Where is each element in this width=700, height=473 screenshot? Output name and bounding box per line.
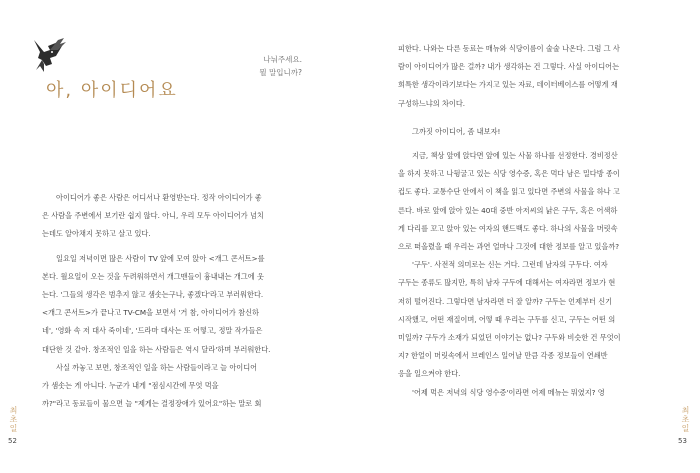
text-line: 는다. '그들의 생각은 범추지 않고 샘솟는구나, 좋겠다'라고 부러워한다.: [42, 290, 264, 300]
text-line: 는데도 알아채지 못하고 살고 있다.: [42, 229, 151, 239]
text-line: 지? 한얼이 머릿속에서 브레인스 일어날 만큼 각종 정보들이 연쇄반: [398, 351, 608, 361]
subtitle-line: 나눠주세요.: [263, 55, 302, 64]
text-line: 네', '영화 속 저 대사 죽이네', '드라마 대사는 또 어떻고, 정말 작가들은: [42, 326, 263, 336]
paragraph: [398, 123, 660, 141]
text-line: 일요일 저녁이면 많은 사람이 TV 앞에 모여 앉아 <개그 콘서트>를: [56, 253, 265, 263]
text-line: 본다. 월요일이 오는 것을 두려워하면서 개그맨들이 흉내내는 개그에 웃: [42, 271, 264, 281]
chapter-subtitle: [232, 53, 302, 79]
text-line: <개그 콘서트>가 끝나고 TV-CM을 보면서 '거 참, 아이디어가 참신하: [42, 308, 259, 318]
text-line: 피한다. 나와는 다른 동료는 매뉴와 식당이름이 술술 나온다. 그럼 그 사: [398, 44, 620, 53]
text-line: 게 다리를 꼬고 앉아 있는 여자의 핸드백도 좋다. 하나의 사물을 머릿속: [398, 223, 618, 233]
text-line: 람이 아이디어가 많은 걸까? 내가 생각하는 건 그렇다. 사실 아이디어는: [398, 62, 620, 72]
text-line: 미일까? 구두가 소재가 되었던 이야기는 없나? 구두와 비슷한 건 무엇이: [398, 333, 621, 343]
text-line: 가 샘솟는 게 아니다. 누군가 내게 "점심시간에 무엇 먹을: [42, 381, 219, 391]
paragraph: [42, 250, 302, 359]
text-line: 지금, 책상 앞에 앉다면 앞에 있는 사물 하나를 선정한다. 경비정산: [412, 151, 618, 161]
text-line: 컵도 좋다. 교통수단 안에서 이 책을 읽고 있다면 주변의 사물을 하나 고: [398, 187, 620, 197]
text-line: 을 하지 못하고 나뒹굴고 있는 식당 영수증, 혹은 먹다 남은 밀다방 종이: [398, 169, 620, 179]
chapter-title: 아, 아이디어요: [46, 80, 178, 101]
right-body-text: [398, 40, 660, 402]
paragraph: [398, 147, 660, 256]
paragraph: [398, 40, 660, 113]
text-line: 구두는 종류도 많지만, 특히 남자 구두에 대해서는 여자라면 정보가 현: [398, 278, 616, 288]
paragraph: [42, 359, 302, 414]
left-body-text: [42, 189, 302, 413]
paragraph: [398, 384, 660, 402]
text-line: 으로 떠올렸을 때 우리는 과연 얼마나 그것에 대한 정보를 알고 있을까?: [398, 242, 620, 252]
section-side-tab: 최초일: [681, 406, 690, 433]
text-line: '구두'. 사전적 의미로는 신는 거다. 그런데 남자의 구두다. 여자: [412, 260, 608, 270]
section-side-tab: 최초일: [9, 406, 18, 433]
text-line: 구성하느냐의 차이다.: [398, 98, 466, 108]
text-line: 대단한 것 같아. 창조적인 일을 하는 사람들은 역시 달라'하며 부러워한다.: [42, 344, 271, 354]
paragraph: [398, 256, 660, 383]
text-line: 희특한 생각이라기보다는 가지고 있는 자료, 데이터베이스를 어떻게 재: [398, 80, 618, 90]
text-line: 시작했고, 어떤 재질이며, 어떻 때 우리는 구두를 신고, 구두는 어떤 의: [398, 314, 616, 324]
text-line: 사실 까놓고 보면, 창조적인 일을 하는 사람들이라고 늘 아이디어: [56, 362, 258, 372]
text-line: '어제 먹은 저녁의 식당 영수증'이라면 어제 메뉴는 뭐였지? 영: [412, 387, 605, 397]
subtitle-line: 뭘 말입니까?: [259, 68, 302, 77]
text-line: 아이디어가 좋은 사람은 어디서나 환영받는다. 정작 아이디어가 좋: [56, 193, 262, 202]
text-line: 른다. 바로 앞에 앉아 있는 40대 중반 아저씨의 낡은 구두, 혹은 어색하: [398, 205, 618, 215]
text-line: 저히 떨어진다. 그렇다면 남자라면 더 잘 알까? 구두는 언제부터 신기: [398, 296, 613, 306]
page-number: 53: [678, 437, 687, 445]
text-line: 은 사람을 주변에서 보기란 쉽지 않다. 아니, 우리 모두 아이디어가 넘치: [42, 211, 264, 221]
paragraph: [42, 189, 302, 244]
bird-illustration-icon: [28, 36, 72, 76]
page-number: 52: [8, 437, 17, 445]
text-line: 응을 일으켜야 한다.: [398, 369, 461, 379]
text-line: 까?"라고 동료들이 물으면 늘 "제게는 결정장애가 있어요"하는 말로 회: [42, 399, 262, 409]
section-heading: 그까짓 아이디어, 좀 내보자!: [412, 126, 501, 136]
